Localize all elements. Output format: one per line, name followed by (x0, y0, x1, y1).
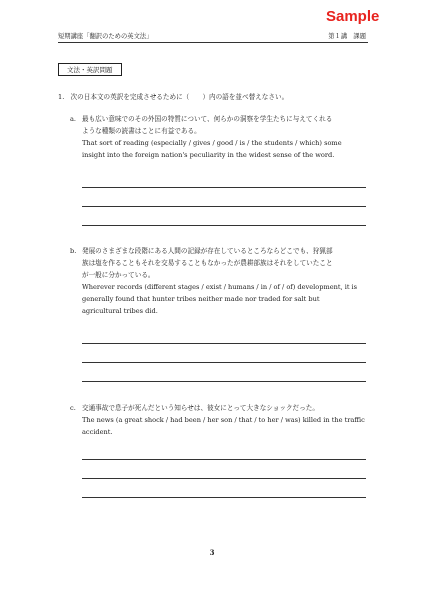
item-a-label: a. (70, 115, 77, 123)
item-a-english-2: insight into the foreign nation's peculiarity in the widest sense of the word. (82, 151, 335, 159)
item-b (82, 245, 368, 317)
header-rule (58, 42, 368, 43)
item-b-japanese-1: 発展のさまざまな段階にある人間の記録が存在しているところならどこでも、狩猟部 (82, 247, 333, 255)
item-a-japanese-1: 最も広い意味でのその外国の特質について、何らかの洞察を学生たちに与えてくれる (82, 115, 333, 123)
item-c-label: c. (70, 404, 76, 412)
answer-line (82, 206, 366, 207)
item-c-english-2: accident. (82, 428, 113, 436)
item-a (82, 113, 368, 161)
page-number: 3 (209, 548, 215, 557)
item-b-english-2: generally found that hunter tribes neither made nor traded for salt but (82, 295, 320, 303)
answer-line (82, 478, 366, 479)
item-a-japanese-2: ような種類の読書はことに有益である。 (82, 127, 201, 135)
item-b-japanese-2: 族は塩を作ることもそれを交易することもなかったが農耕部族はそれをしていたこと (82, 259, 333, 267)
item-c (82, 402, 368, 438)
item-c-english-1: The news (a great shock / had been / her son / that / to her / was) killed in the traffic (82, 416, 365, 424)
section-title: 文法・英訳問題 (58, 63, 122, 76)
item-c-japanese-1: 交通事故で息子が死んだという知らせは、彼女にとって大きなショックだった。 (82, 404, 319, 412)
answer-line (82, 187, 366, 188)
question-number: 1. (58, 93, 65, 101)
lesson-title: 第１講 課題 (328, 33, 366, 40)
answer-line (82, 497, 366, 498)
question-instruction (58, 91, 288, 101)
item-a-english-1: That sort of reading (especially / gives / good / is / the students / which) some (82, 139, 342, 147)
item-b-japanese-3: が一般に分かっている。 (82, 271, 155, 279)
item-b-english-1: Wherever records (different stages / exist / humans / in / of / of) development, it is (82, 283, 358, 291)
answer-line (82, 343, 366, 344)
item-b-english-3: agricultural tribes did. (82, 307, 158, 315)
answer-line (82, 459, 366, 460)
item-b-label: b. (70, 247, 77, 255)
question-text: 次の日本文の英訳を完成させるために（ ）内の語を並べ替えなさい。 (70, 93, 289, 101)
answer-line (82, 381, 366, 382)
sample-watermark: Sample (326, 8, 380, 25)
answer-line (82, 362, 366, 363)
answer-line (82, 225, 366, 226)
course-title: 短期講座「翻訳のための英文法」 (58, 33, 153, 40)
